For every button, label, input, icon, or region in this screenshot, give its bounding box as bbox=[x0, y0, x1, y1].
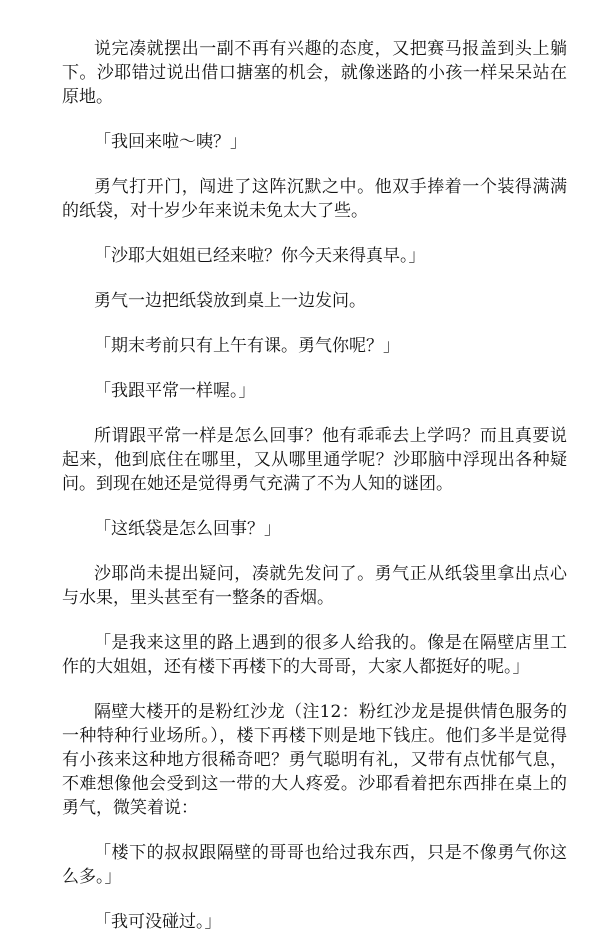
paragraph: 「我回来啦～咦？」 bbox=[94, 132, 247, 152]
paragraph: 「我跟平常一样喔。」 bbox=[94, 381, 256, 401]
paragraph: 隔壁大楼开的是粉红沙龙（注12：粉红沙龙是提供情色服务的一种特种行业场所。），楼下再楼下则是地下钱庄。他们多半是觉得有小孩来这种地方很稀奇吧？勇气聪明有礼，又带有点忧郁气息，不难想像他会受到这一带的大人疼爱。沙耶看着把东西排在桌上的勇气，微笑着说： bbox=[62, 702, 567, 818]
paragraph: 所谓跟平常一样是怎么回事？他有乖乖去上学吗？而且真要说起来，他到底住在哪里，又从哪里通学呢？沙耶脑中浮现出各种疑问。到现在她还是觉得勇气充满了不为人知的谜团。 bbox=[62, 426, 567, 494]
paragraph: 沙耶尚未提出疑问，凑就先发问了。勇气正从纸袋里拿出点心与水果，里头甚至有一整条的香烟。 bbox=[62, 564, 567, 608]
paragraph: 「期末考前只有上午有课。勇气你呢？」 bbox=[94, 336, 400, 356]
paragraph: 「这纸袋是怎么回事？」 bbox=[94, 519, 281, 539]
paragraph: 「是我来这里的路上遇到的很多人给我的。像是在隔壁店里工作的大姐姐，还有楼下再楼下的大哥哥，大家人都挺好的呢。」 bbox=[62, 633, 567, 677]
paragraph: 说完凑就摆出一副不再有兴趣的态度，又把赛马报盖到头上躺下。沙耶错过说出借口搪塞的机会，就像迷路的小孩一样呆呆站在原地。 bbox=[62, 39, 567, 107]
paragraph: 勇气打开门，闯进了这阵沉默之中。他双手捧着一个装得满满的纸袋，对十岁少年来说未免太大了些。 bbox=[62, 177, 567, 221]
paragraph: 「沙耶大姐姐已经来啦？你今天来得真早。」 bbox=[94, 246, 426, 266]
paragraph: 勇气一边把纸袋放到桌上一边发问。 bbox=[94, 291, 366, 311]
paragraph: 「我可没碰过。」 bbox=[94, 912, 222, 932]
paragraph: 「楼下的叔叔跟隔壁的哥哥也给过我东西，只是不像勇气你这么多。」 bbox=[62, 843, 567, 887]
